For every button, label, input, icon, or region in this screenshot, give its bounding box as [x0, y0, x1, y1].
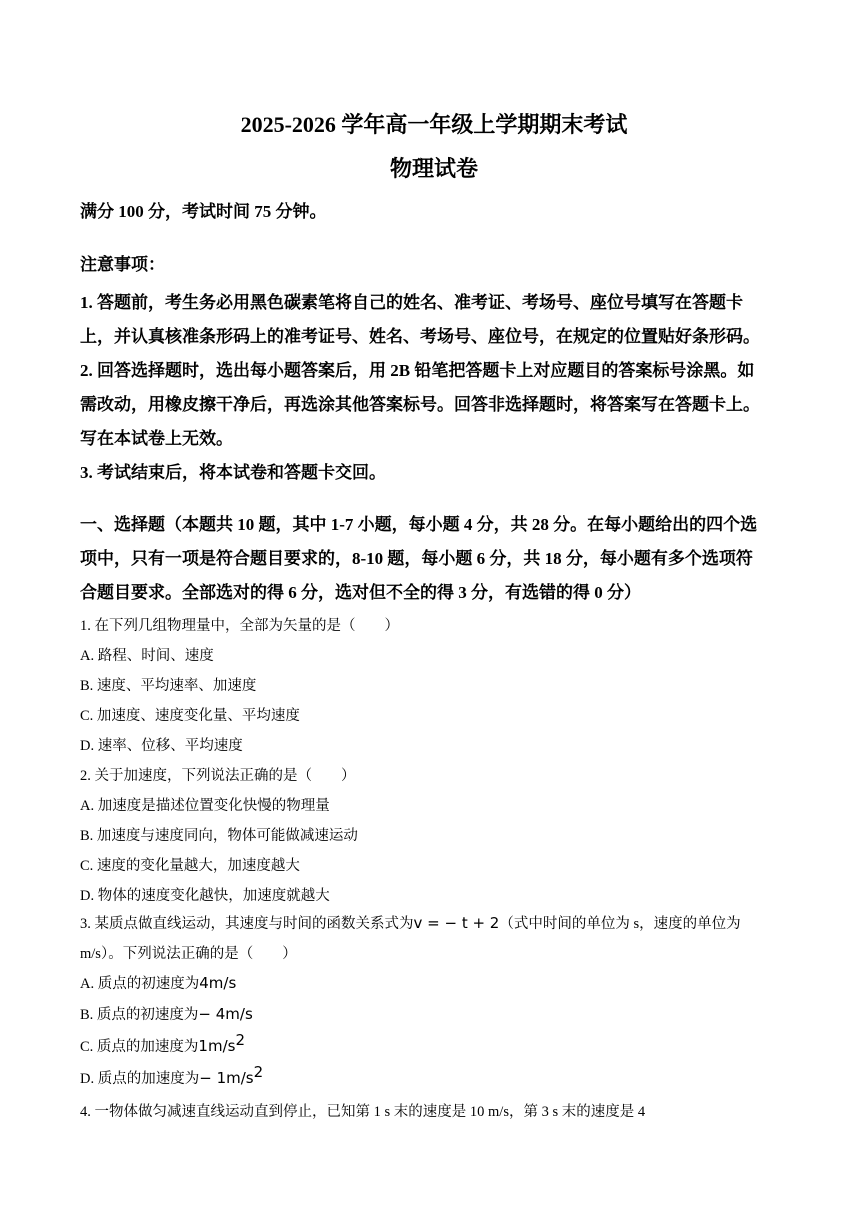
- notice-line: 1. 答题前，考生务必用黑色碳素笔将自己的姓名、准考证、考场号、座位号填写在答题卡: [80, 293, 743, 312]
- option-d: D. 物体的速度变化越快，加速度就越大: [80, 888, 330, 904]
- question-stem: 1. 在下列几组物理量中，全部为矢量的是（ ）: [80, 618, 399, 634]
- notice-heading: 注意事项：: [80, 255, 165, 274]
- option-text: B. 质点的初速度为: [80, 1007, 199, 1023]
- option-value: − 1m/s: [199, 1069, 254, 1087]
- stem-text: 3. 某质点做直线运动，其速度与时间的函数关系式为: [80, 916, 414, 932]
- option-d: D. 速率、位移、平均速度: [80, 738, 243, 754]
- notice-line: 2. 回答选择题时，选出每小题答案后，用 2B 铅笔把答题卡上对应题目的答案标号涂黑。如: [80, 361, 755, 380]
- exam-title: 2025-2026 学年高一年级上学期期末考试: [240, 112, 628, 137]
- option-c: C. 加速度、速度变化量、平均速度: [80, 708, 300, 724]
- option-value: 1m/s: [198, 1037, 236, 1055]
- exponent: 2: [253, 1063, 264, 1082]
- option-a: A. 加速度是描述位置变化快慢的物理量: [80, 798, 330, 814]
- option-b: B. 加速度与速度同向，物体可能做减速运动: [80, 828, 358, 844]
- exam-info: 满分 100 分，考试时间 75 分钟。: [80, 202, 327, 221]
- exponent: 2: [235, 1031, 245, 1050]
- option-text: D. 质点的加速度为: [80, 1071, 200, 1087]
- velocity-formula: v = − t + 2: [413, 914, 500, 932]
- exam-subtitle: 物理试卷: [389, 156, 478, 181]
- notice-line: 上，并认真核准条形码上的准考证号、姓名、考场号、座位号，在规定的位置贴好条形码。: [80, 327, 760, 346]
- stem-text: （式中时间的单位为 s，速度的单位为: [499, 916, 741, 932]
- question-stem: [80, 912, 790, 933]
- notice-line: 写在本试卷上无效。: [80, 429, 233, 448]
- option-b: B. 速度、平均速率、加速度: [80, 678, 257, 694]
- option-a: A. 路程、时间、速度: [80, 648, 214, 664]
- option-value: − 4m/s: [198, 1005, 253, 1023]
- question-stem: 4. 一物体做匀减速直线运动直到停止，已知第 1 s 末的速度是 10 m/s，第 3 s 末的速度是 4: [80, 1104, 646, 1120]
- option-b: [80, 1003, 790, 1024]
- option-text: C. 质点的加速度为: [80, 1039, 199, 1055]
- option-value: 4m/s: [199, 974, 237, 992]
- option-d: [80, 1063, 790, 1088]
- question-stem: 2. 关于加速度，下列说法正确的是（ ）: [80, 768, 356, 784]
- option-a: [80, 972, 790, 993]
- option-c: [80, 1031, 790, 1056]
- section-heading: 一、选择题（本题共 10 题，其中 1-7 小题，每小题 4 分，共 28 分。在每小题给出的四个选: [80, 515, 758, 534]
- section-heading: 项中，只有一项是符合题目要求的，8-10 题，每小题 6 分，共 18 分，每小题有多个选项符: [80, 549, 753, 568]
- section-heading: 合题目要求。全部选对的得 6 分，选对但不全的得 3 分，有选错的得 0 分）: [80, 583, 641, 602]
- notice-line: 3. 考试结束后，将本试卷和答题卡交回。: [80, 463, 386, 482]
- option-text: A. 质点的初速度为: [80, 976, 200, 992]
- notice-line: 需改动，用橡皮擦干净后，再选涂其他答案标号。回答非选择题时，将答案写在答题卡上。: [80, 395, 760, 414]
- option-c: C. 速度的变化量越大，加速度越大: [80, 858, 300, 874]
- question-stem-continued: m/s）。下列说法正确的是（ ）: [80, 946, 297, 962]
